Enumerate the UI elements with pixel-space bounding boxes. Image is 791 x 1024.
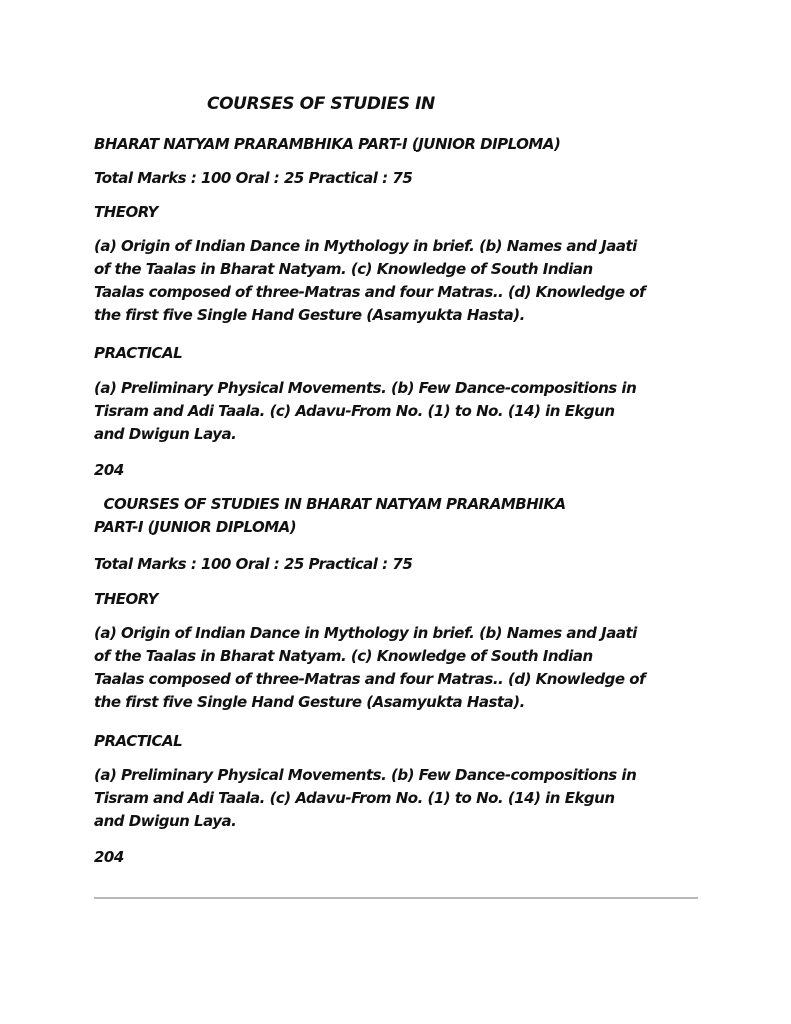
section-2-title-line: COURSES OF STUDIES IN BHARAT NATYAM PRARAMBHIKA	[94, 495, 566, 513]
section-1-theory-heading-block	[94, 201, 714, 223]
section-2-theory-heading-block	[94, 588, 714, 610]
section-2-theory-line: (a) Origin of Indian Dance in Mythology in brief. (b) Names and Jaati	[94, 624, 637, 642]
section-1-theory-line: (a) Origin of Indian Dance in Mythology in brief. (b) Names and Jaati	[94, 237, 637, 255]
section-2-practical-paragraph	[94, 764, 714, 833]
section-1-practical-heading-block	[94, 342, 714, 364]
section-2-page-number-block	[94, 846, 714, 868]
section-2-theory-paragraph	[94, 622, 714, 714]
section-2-practical-heading: PRACTICAL	[94, 732, 183, 750]
section-2-practical-line: (a) Preliminary Physical Movements. (b) Few Dance-compositions in	[94, 766, 637, 784]
section-1-marks: Total Marks : 100 Oral : 25 Practical : 75	[94, 169, 413, 187]
section-1-theory-line: of the Taalas in Bharat Natyam. (c) Knowledge of South Indian	[94, 260, 593, 278]
section-1-marks-block	[94, 167, 714, 189]
section-2-practical-heading-block	[94, 730, 714, 752]
section-2-theory-line: Taalas composed of three-Matras and four Matras.. (d) Knowledge of	[94, 670, 646, 688]
section-2-title-block	[94, 493, 714, 539]
section-2-theory-heading: THEORY	[94, 590, 158, 608]
section-1-theory-line: the first five Single Hand Gesture (Asamyukta Hasta).	[94, 306, 525, 324]
section-2-practical-line: and Dwigun Laya.	[94, 812, 237, 830]
section-1-theory-heading: THEORY	[94, 203, 158, 221]
section-2-marks: Total Marks : 100 Oral : 25 Practical : 75	[94, 555, 413, 573]
section-1-practical-paragraph	[94, 377, 714, 446]
section-1-subtitle-block	[94, 133, 714, 155]
section-1-theory-line: Taalas composed of three-Matras and four Matras.. (d) Knowledge of	[94, 283, 646, 301]
section-1-page-number: 204	[94, 461, 124, 479]
section-2-theory-line: the first five Single Hand Gesture (Asamyukta Hasta).	[94, 693, 525, 711]
section-1-practical-line: (a) Preliminary Physical Movements. (b) Few Dance-compositions in	[94, 379, 637, 397]
section-2-marks-block	[94, 553, 714, 575]
section-2-practical-line: Tisram and Adi Taala. (c) Adavu-From No. (1) to No. (14) in Ekgun	[94, 789, 615, 807]
section-1-theory-paragraph	[94, 235, 714, 327]
section-1-practical-heading: PRACTICAL	[94, 344, 183, 362]
section-2-title-line: PART-I (JUNIOR DIPLOMA)	[94, 518, 297, 536]
section-2-theory-line: of the Taalas in Bharat Natyam. (c) Knowledge of South Indian	[94, 647, 593, 665]
horizontal-divider	[94, 897, 698, 899]
section-1-subtitle: BHARAT NATYAM PRARAMBHIKA PART-I (JUNIOR DIPLOMA)	[94, 135, 561, 153]
section-1-practical-line: and Dwigun Laya.	[94, 425, 237, 443]
section-1-page-number-block	[94, 459, 714, 481]
section-1-title: COURSES OF STUDIES IN	[207, 94, 435, 114]
section-2-page-number: 204	[94, 848, 124, 866]
section-1-practical-line: Tisram and Adi Taala. (c) Adavu-From No. (1) to No. (14) in Ekgun	[94, 402, 615, 420]
